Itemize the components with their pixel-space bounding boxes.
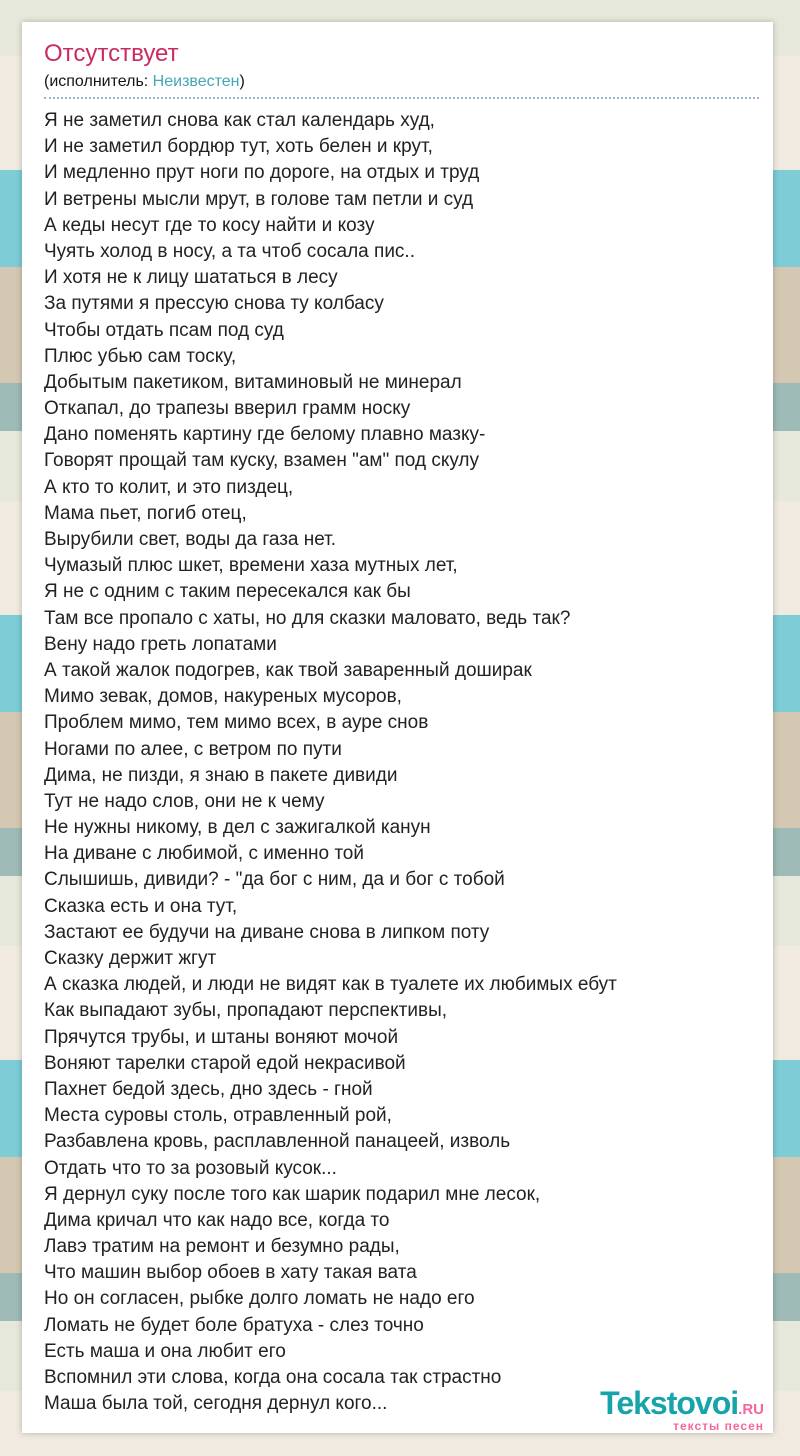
site-logo-brand: Tekstovoi	[600, 1385, 739, 1421]
lyric-line: А такой жалок подогрев, как твой заваренный доширак	[44, 659, 532, 681]
lyric-line: Там все пропало с хаты, но для сказки маловато, ведь так?	[44, 607, 571, 629]
lyric-line: А сказка людей, и люди не видят как в туалете их любимых ебут	[44, 974, 617, 996]
lyric-line: Прячутся трубы, и штаны воняют мочой	[44, 1026, 399, 1048]
lyrics-card	[22, 22, 773, 1433]
lyric-line: Чумазый плюс шкет, времени хаза мутных лет,	[44, 555, 458, 577]
lyrics-text	[44, 108, 759, 1417]
lyric-line: Откапал, до трапезы вверил грамм носку	[44, 398, 411, 420]
lyric-line: За путями я прессую снова ту колбасу	[44, 293, 384, 315]
lyric-line: Пахнет бедой здесь, дно здесь - гной	[44, 1078, 373, 1100]
lyric-line: Вырубили свет, воды да газа нет.	[44, 529, 337, 550]
artist-label-prefix: (исполнитель:	[44, 73, 153, 90]
lyric-line: Есть маша и она любит его	[44, 1340, 286, 1362]
lyric-line: Застают ее будучи на диване снова в липком поту	[44, 921, 490, 943]
lyric-line: Мимо зевак, домов, накуреных мусоров,	[44, 686, 402, 708]
lyric-line: А кеды несут где то косу найти и козу	[44, 214, 375, 236]
artist-line	[44, 72, 759, 99]
lyric-line: И медленно прут ноги по дороге, на отдых и труд	[44, 162, 480, 184]
lyric-line: Не нужны никому, в дел с зажигалкой канун	[44, 817, 431, 839]
lyric-line: Но он согласен, рыбке долго ломать не надо его	[44, 1288, 475, 1310]
lyric-line: Чтобы отдать псам под суд	[44, 319, 284, 341]
lyric-line: Разбавлена кровь, расплавленной панацеей, изволь	[44, 1131, 511, 1153]
lyric-line: Дима, не пизди, я знаю в пакете дивиди	[44, 764, 398, 786]
lyric-line: И ветрены мысли мрут, в голове там петли и суд	[44, 188, 474, 210]
lyric-line: Места суровы столь, отравленный рой,	[44, 1105, 392, 1127]
lyric-line: Чуять холод в носу, а та чтоб сосала пис..	[44, 240, 415, 262]
lyric-line: Проблем мимо, тем мимо всех, в ауре снов	[44, 712, 429, 734]
lyric-line: Что машин выбор обоев в хату такая вата	[44, 1262, 417, 1284]
lyric-line: Говорят прощай там куску, взамен "ам" под скулу	[44, 450, 480, 472]
lyric-line: Я дернул суку после того как шарик подарил мне лесок,	[44, 1183, 541, 1205]
lyric-line: Ломать не будет боле братуха - слез точно	[44, 1314, 424, 1336]
lyric-line: Воняют тарелки старой едой некрасивой	[44, 1052, 406, 1074]
lyric-line: Дима кричал что как надо все, когда то	[44, 1209, 390, 1231]
lyric-line: Дано поменять картину где белому плавно мазку-	[44, 424, 486, 446]
lyric-line: Мама пьет, погиб отец,	[44, 502, 247, 524]
site-logo[interactable]	[600, 1387, 764, 1432]
lyric-line: И не заметил бордюр тут, хоть белен и крут,	[44, 136, 433, 158]
lyric-line: Тут не надо слов, они не к чему	[44, 790, 325, 812]
lyric-line: Слышишь, дивиди? - "да бог с ним, да и бог с тобой	[44, 869, 505, 891]
site-logo-domain: .RU	[738, 1401, 764, 1418]
site-logo-tagline: тексты песен	[673, 1419, 764, 1433]
artist-link[interactable]: Неизвестен	[152, 73, 240, 90]
lyric-line: На диване с любимой, с именно той	[44, 843, 364, 865]
lyric-line: Лавэ тратим на ремонт и безумно рады,	[44, 1236, 400, 1258]
lyric-line: Сказка есть и она тут,	[44, 895, 238, 917]
lyric-line: Маша была той, сегодня дернул кого...	[44, 1393, 388, 1415]
lyric-line: Добытым пакетиком, витаминовый не минерал	[44, 371, 462, 393]
lyric-line: Сказку держит жгут	[44, 948, 217, 969]
lyric-line: Ногами по алее, с ветром по пути	[44, 738, 342, 760]
lyric-line: Отдать что то за розовый кусок...	[44, 1157, 337, 1179]
lyric-line: Я не заметил снова как стал календарь худ,	[44, 110, 435, 131]
lyric-line: Я не с одним с таким пересекался как бы	[44, 581, 411, 603]
lyric-line: А кто то колит, и это пиздец,	[44, 476, 294, 498]
artist-label-suffix: )	[239, 73, 245, 90]
lyric-line: Вену надо греть лопатами	[44, 633, 277, 655]
song-title: Отсутствует	[44, 40, 179, 67]
lyric-line: Как выпадают зубы, пропадают перспективы,	[44, 1000, 447, 1022]
lyric-line: Вспомнил эти слова, когда она сосала так страстно	[44, 1367, 502, 1388]
lyric-line: И хотя не к лицу шататься в лесу	[44, 267, 338, 289]
lyric-line: Плюс убью сам тоску,	[44, 345, 237, 367]
